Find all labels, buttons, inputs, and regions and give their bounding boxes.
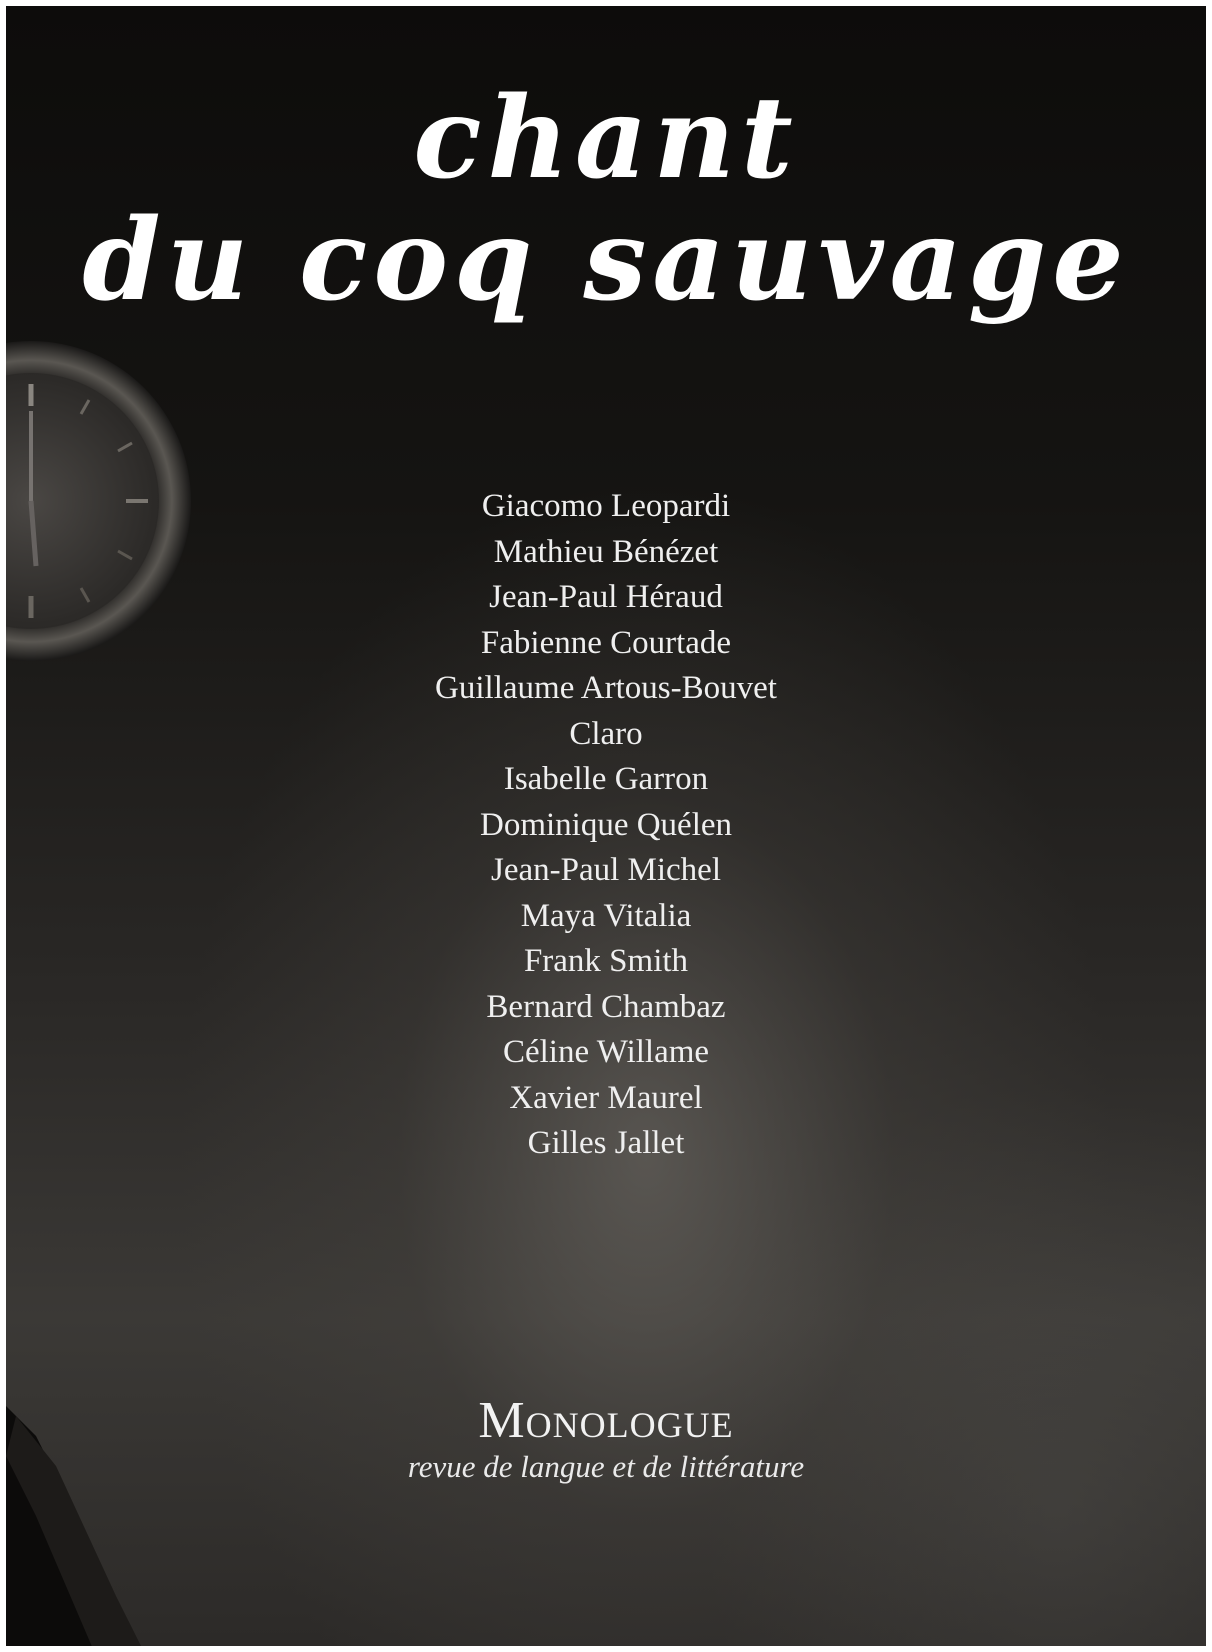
author-name: Céline Willame	[502, 1034, 710, 1070]
author-name: Mathieu Bénézet	[493, 533, 719, 570]
author-name: Frank Smith	[523, 943, 689, 979]
author-name: Claro	[569, 715, 643, 752]
author-name: Dominique Quélen	[479, 806, 733, 843]
author-name: Jean-Paul Héraud	[489, 579, 723, 615]
author-name: Jean-Paul Michel	[490, 852, 722, 888]
author-name: Maya Vitalia	[520, 897, 692, 934]
publisher-name: Monologue	[478, 1392, 734, 1449]
publisher-subtitle: revue de langue et de littérature	[407, 1449, 805, 1484]
author-name: Gilles Jallet	[527, 1125, 685, 1161]
author-name: Fabienne Courtade	[480, 624, 732, 661]
cover-title-line2: du coq sauvage	[82, 195, 1130, 326]
book-cover	[6, 6, 1206, 1646]
author-name: Isabelle Garron	[503, 761, 709, 797]
author-list	[6, 484, 1206, 1167]
author-name: Bernard Chambaz	[486, 988, 726, 1025]
author-name: Giacomo Leopardi	[481, 488, 731, 524]
author-name: Xavier Maurel	[509, 1079, 703, 1116]
cover-title-line1: chant	[413, 73, 799, 204]
author-name: Guillaume Artous-Bouvet	[435, 670, 777, 706]
